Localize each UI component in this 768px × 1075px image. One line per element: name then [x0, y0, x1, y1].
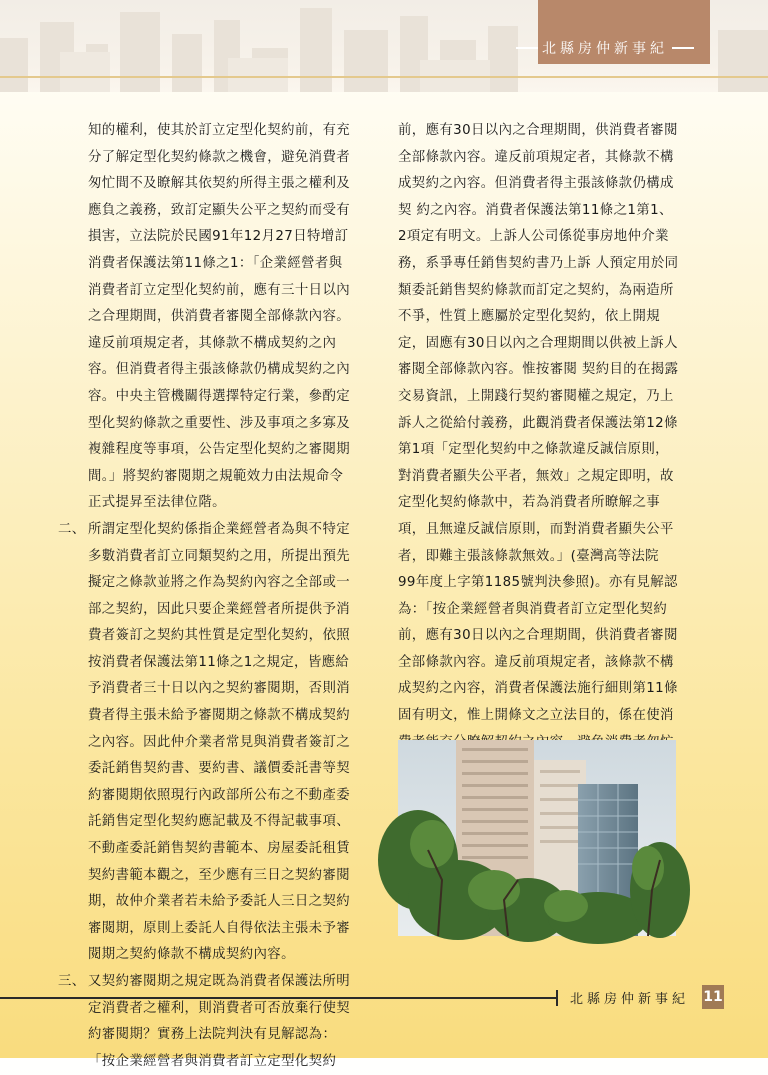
text-line: 務，系爭專任銷售契約書乃上訴 人預定用於同 [398, 255, 679, 271]
text-line: 項，且無違反誠信原則，而對消費者顯失公平 [398, 521, 674, 537]
text-line: 為：「按企業經營者與消費者訂立定型化契約 [398, 601, 668, 617]
text-line: 型化契約條款之重要性、涉及事項之多寡及 [88, 415, 351, 431]
text-line: 約審閱期？實務上法院判決有見解認為： [88, 1027, 337, 1043]
text-line: 成契約之內容。但消費者得主張該條款仍構成 [398, 176, 674, 192]
text-line: 予消費者三十日以內之契約審閱期，否則消 [88, 681, 351, 697]
header-rule [0, 76, 768, 78]
text-line: 前，應有30日以內之合理期間，供消費者審閱 [398, 628, 678, 644]
magazine-title: 北縣房仲新事紀 [542, 41, 668, 57]
text-line: 違反前項規定者，其條款不構成契約之內 [88, 335, 337, 351]
text-line: 契約書範本觀之，至少應有三日之契約審閱 [88, 867, 351, 883]
text-line: 不爭，性質上應屬於定型化契約，依上開規 [398, 309, 661, 325]
text-line: 前，應有30日以內之合理期間，供消費者審閱 [398, 123, 678, 138]
header-tab [538, 0, 710, 64]
text-line: 固有明文，惟上開條文之立法目的，係在使消 [398, 708, 674, 724]
text-line: 按消費者保護法第11條之1之規定，皆應給 [88, 654, 350, 670]
list-item-2 [58, 517, 370, 969]
building-photo-illustration [398, 740, 676, 936]
page-number: 11 [702, 985, 724, 1009]
text-line: 審閱全部條款內容。惟按審閱 契約目的在揭露 [398, 362, 679, 378]
text-line: 容。中央主管機關得選擇特定行業，參酌定 [88, 388, 351, 404]
item-3-text [88, 969, 370, 1075]
text-line: 之合理期間，供消費者審閱全部條款內容。 [88, 309, 351, 325]
footer-tick [556, 990, 558, 1006]
text-line: 2項定有明文。上訴人公司係從事房地仲介業 [398, 229, 669, 245]
item-number: 三、 [58, 974, 86, 989]
text-line: 之內容。因此仲介業者常見與消費者簽訂之 [88, 734, 351, 750]
text-line: 「按企業經營者與消費者訂立定型化契約 [88, 1053, 337, 1069]
text-line: 複雜程度等事項，公告定型化契約之審閱期 [88, 442, 351, 458]
text-line: 匆忙間不及瞭解其依契約所得主張之權利及 [88, 176, 351, 192]
text-line: 99年度上字第1185號判決參照)。亦有見解認 [398, 575, 678, 591]
text-line: 訴人之從給付義務，此觀消費者保護法第12條 [398, 415, 678, 431]
text-line: 託銷售定型化契約應記載及不得記載事項、 [88, 814, 351, 830]
text-line: 者，即難主張該條款無效。」(臺灣高等法院 [398, 548, 659, 564]
text-line: 又契約審閱期之規定既為消費者保護法所明 [88, 974, 351, 989]
text-line: 知的權利，使其於訂立定型化契約前，有充 [88, 123, 351, 138]
text-line: 定型化契約條款中，若為消費者所瞭解之事 [398, 495, 661, 511]
text-line: 第1項「定型化契約中之條款違反誠信原則， [398, 442, 669, 458]
text-line: 間。」將契約審閱期之規範效力由法規命令 [88, 468, 344, 484]
text-line: 不動產委託銷售契約書範本、房屋委託租賃 [88, 841, 351, 857]
text-line: 費者簽訂之契約其性質是定型化契約，依照 [88, 628, 351, 644]
footer-rule [0, 997, 556, 999]
text-line: 期，故仲介業者若未給予委託人三日之契約 [88, 894, 351, 910]
text-line: 分了解定型化契約條款之機會，避免消費者 [88, 149, 351, 165]
item-2-text [88, 517, 370, 969]
text-line: 定，固應有30日以內之合理期間以供被上訴人 [398, 335, 678, 351]
text-line: 損害，立法院於民國91年12月27日特增訂 [88, 229, 349, 245]
text-line: 部之契約，因此只要企業經營者所提供予消 [88, 601, 351, 617]
header-title-wrap [512, 38, 698, 58]
text-line: 應負之義務，致訂定顯失公平之契約而受有 [88, 202, 351, 218]
text-line: 約審閱期依照現行內政部所公布之不動產委 [88, 787, 351, 803]
text-line: 所謂定型化契約係指企業經營者為與不特定 [88, 521, 351, 537]
text-line: 全部條款內容。違反前項規定者，其條款不構 [398, 149, 674, 165]
text-line: 成契約之內容，消費者保護法施行細則第11條 [398, 681, 678, 697]
text-line: 閱期之契約條款不構成契約內容。 [88, 947, 295, 963]
right-paragraph [398, 118, 688, 809]
dash-right [672, 47, 694, 49]
text-line: 全部條款內容。違反前項規定者，該條款不構 [398, 654, 674, 670]
page-header [0, 0, 768, 92]
text-line: 消費者訂立定型化契約前，應有三十日以內 [88, 282, 351, 298]
text-line: 契 約之內容。消費者保護法第11條之1第1、 [398, 202, 673, 218]
text-line: 類委託銷售契約條款而訂定之契約，為兩造所 [398, 282, 674, 298]
text-line: 交易資訊，上開踐行契約審閱權之規定，乃上 [398, 388, 674, 404]
text-line: 容。但消費者得主張該條款仍構成契約之內 [88, 362, 351, 378]
right-column [398, 118, 688, 809]
intro-paragraph [58, 118, 370, 517]
building-photo [398, 740, 676, 936]
text-line: 消費者保護法第11條之1：「企業經營者與 [88, 255, 343, 271]
left-column [58, 118, 370, 1075]
text-line: 多數消費者訂立同類契約之用，所提出預先 [88, 548, 351, 564]
text-line: 正式提昇至法律位階。 [88, 495, 226, 511]
text-line: 審閱期，原則上委託人自得依法主張未予審 [88, 920, 351, 936]
text-line: 擬定之條款並將之作為契約內容之全部或一 [88, 575, 351, 591]
footer-title: 北縣房仲新事紀 [570, 992, 690, 1007]
dash-left [516, 47, 538, 49]
text-line: 定消費者之權利，則消費者可否放棄行使契 [88, 1000, 351, 1016]
item-number: 二、 [58, 521, 86, 537]
text-line: 費者得主張未給予審閱期之條款不構成契約 [88, 708, 351, 724]
text-line: 委託銷售契約書、要約書、議價委託書等契 [88, 761, 351, 777]
list-item-3 [58, 969, 370, 1075]
text-line: 對消費者顯失公平者，無效」之規定即明，故 [398, 468, 674, 484]
